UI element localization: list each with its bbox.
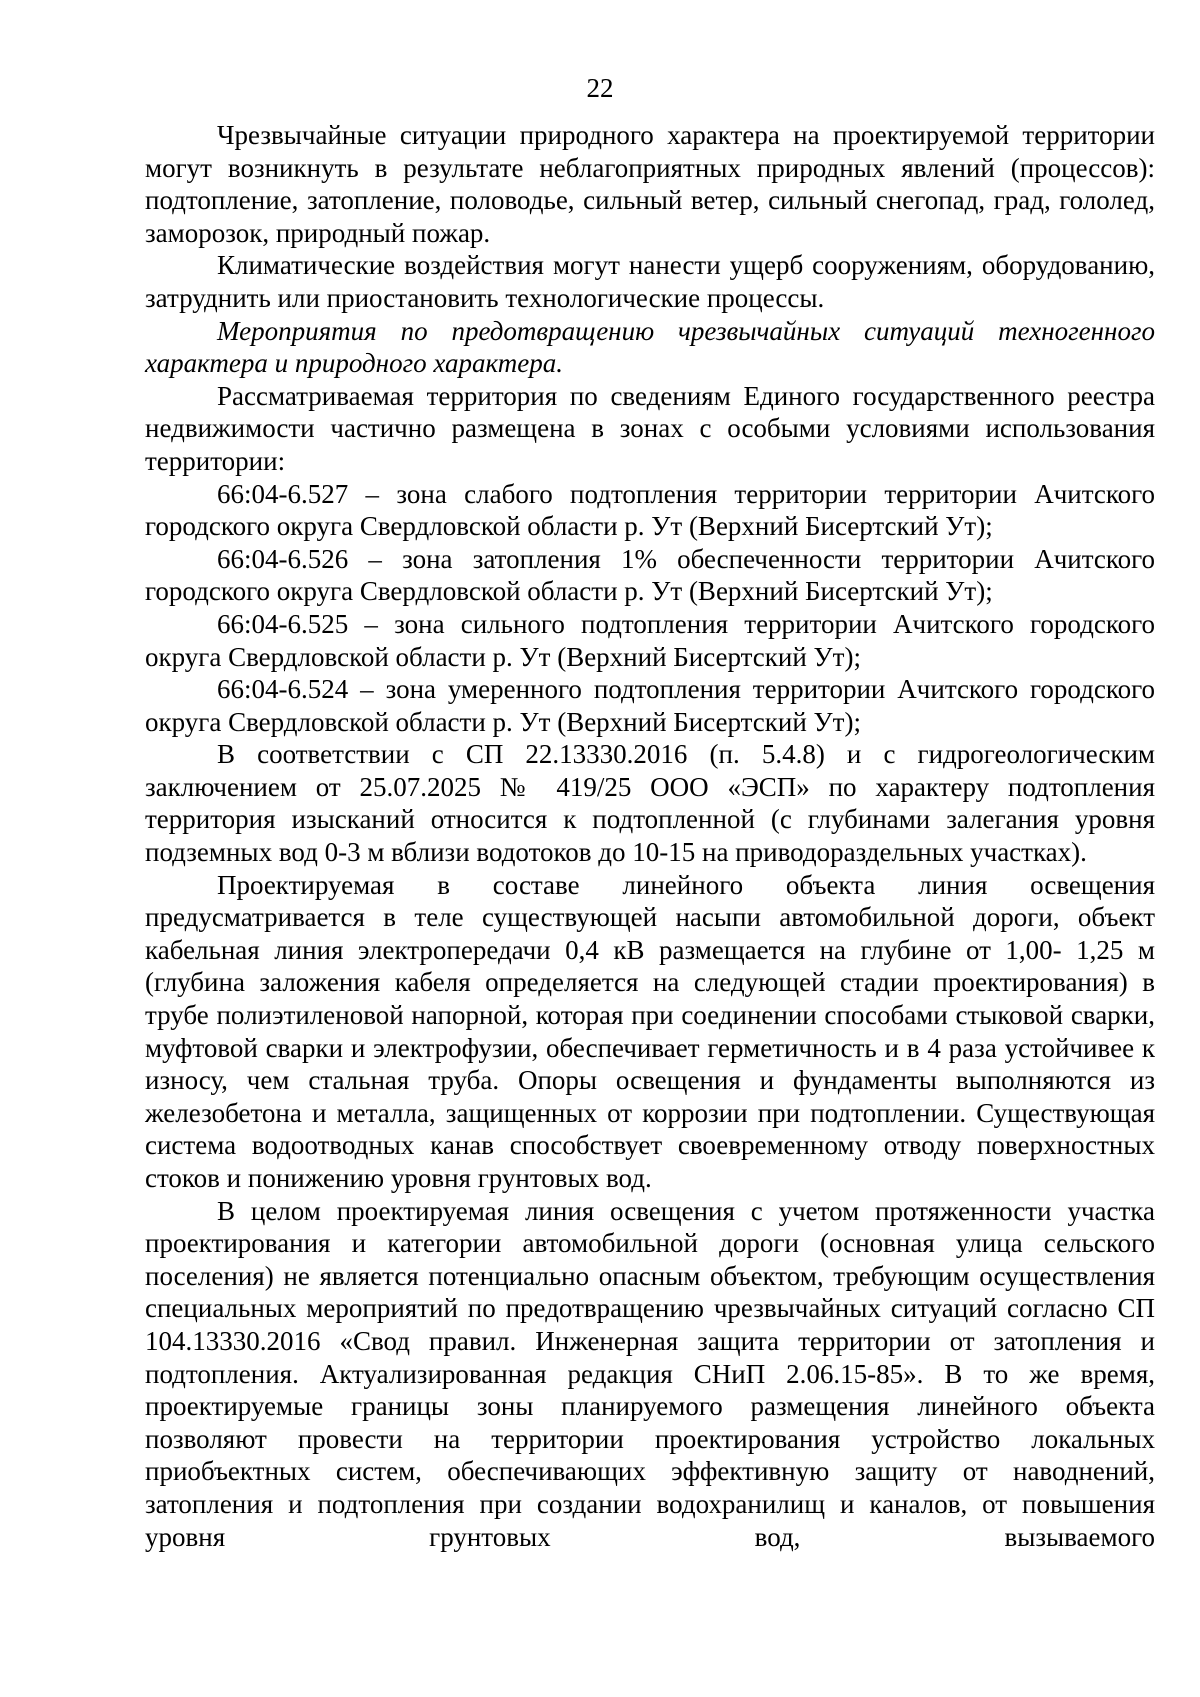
paragraph-zone-66-04-6-527: 66:04-6.527 – зона слабого подтопления территории территории Ачитского городского округа Свердловской области р. Ут (Верхний Бисертский Ут); (145, 478, 1155, 542)
paragraph-zone-66-04-6-525: 66:04-6.525 – зона сильного подтопления территории Ачитского городского округа Свердловской области р. Ут (Верхний Бисертский Ут); (145, 608, 1155, 672)
paragraph-zone-66-04-6-524: 66:04-6.524 – зона умеренного подтопления территории Ачитского городского округа Свердловской области р. Ут (Верхний Бисертский Ут); (145, 674, 1155, 737)
paragraph-lighting-line-design: Проектируемая в составе линейного объекта линия освещения предусматривается в теле существующей насыпи автомобильной дороги, объект кабельная линия электропередачи 0,4 кВ размещается на глубине от 1,00- 1,25 м (глубина заложения кабеля определяется на следующей стадии проектирования) в трубе полиэтиленовой напорной, которая при соединении способами стыковой сварки, муфтовой сварки и электрофузии, обеспечивает герметичность и в 4 раза устойчивее к износу, чем стальная труба. Опоры освещения и фундаменты выполняются из железобетона и металла, защищенных от коррозии при подтоплении. Существующая система водоотводных канав способствует своевременному отводу поверхностных стоков и понижению уровня грунтовых вод. (145, 869, 1155, 1193)
document-body (145, 119, 1155, 1553)
paragraph-natural-emergencies: Чрезвычайные ситуации природного характера на проектируемой территории могут возникнуть в результате неблагоприятных природных явлений (процессов): подтопление, затопление, половодье, сильный ветер, сильный снегопад, град, гололед, заморозок, природный пожар. (145, 120, 1155, 248)
paragraph-climatic-impacts: Климатические воздействия могут нанести ущерб сооружениям, оборудованию, затруднить или приостановить технологические процессы. (145, 250, 1155, 313)
paragraph-overall-assessment: В целом проектируемая линия освещения с учетом протяженности участка проектирования и категории автомобильной дороги (основная улица сельского поселения) не является потенциально опасным объектом, требующим осуществления специальных мероприятий по предотвращению чрезвычайных ситуаций согласно СП 104.13330.2016 «Свод правил. Инженерная защита территории от затопления и подтопления. Актуализированная редакция СНиП 2.06.15-85». В то же время, проектируемые границы зоны планируемого размещения линейного объекта позволяют провести на территории проектирования устройство локальных приобъектных систем, обеспечивающих эффективную защиту от наводнений, затопления и подтопления при создании водохранилищ и каналов, от повышения уровня грунтовых вод, вызываемого (145, 1195, 1155, 1552)
paragraph-territory-zones-intro: Рассматриваемая территория по сведениям Единого государственного реестра недвижимости частично размещена в зонах с особыми условиями использования территории: (145, 380, 1155, 476)
paragraph-hydrogeological-conclusion: В соответствии с СП 22.13330.2016 (п. 5.4.8) и с гидрогеологическим заключением от 25.07.2025 № 419/25 ООО «ЭСП» по характеру подтопления территория изысканий относится к подтопленной (с глубинами залегания уровня подземных вод 0-3 м вблизи водотоков до 10-15 на приводораздельных участках). (145, 739, 1155, 868)
page-number: 22 (586, 73, 614, 103)
paragraph-measures-heading: Мероприятия по предотвращению чрезвычайных ситуаций техногенного характера и природного характера. (145, 315, 1155, 379)
paragraph-zone-66-04-6-526: 66:04-6.526 – зона затопления 1% обеспеченности территории Ачитского городского округа Свердловской области р. Ут (Верхний Бисертский Ут); (145, 543, 1155, 607)
